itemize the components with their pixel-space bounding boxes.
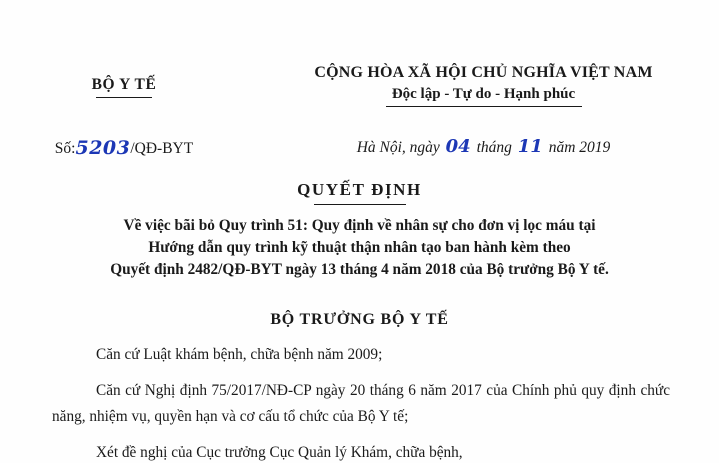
motto-underline	[386, 106, 582, 107]
document-number-suffix: /QĐ-BYT	[130, 140, 194, 157]
subject-line-1: Về việc bãi bỏ Quy trình 51: Quy định về nhân sự cho đơn vị lọc máu tại	[123, 217, 596, 234]
document-body	[52, 342, 670, 466]
document-subject	[52, 215, 667, 281]
document-number-handwritten: 5203	[75, 137, 131, 159]
document-type-title-block	[0, 180, 719, 205]
national-name: CỘNG HÒA XÃ HỘI CHỦ NGHĨA VIỆT NAM	[314, 64, 653, 81]
document-header	[0, 64, 719, 107]
date-month-handwritten: 11	[517, 136, 543, 157]
title-underline	[314, 204, 406, 205]
organization-underline	[96, 97, 152, 98]
date-day-handwritten: 04	[445, 136, 471, 157]
issuer-title: BỘ TRƯỞNG BỘ Y TẾ	[270, 311, 449, 328]
document-number-block	[0, 136, 248, 158]
organization-name: BỘ Y TẾ	[91, 76, 157, 93]
body-paragraph: Căn cứ Nghị định 75/2017/NĐ-CP ngày 20 tháng 6 năm 2017 của Chính phủ quy định chức năng, nhiệm vụ, quyền hạn và cơ cấu tổ chức của Bộ Y tế;	[52, 382, 670, 425]
date-year-word: năm	[548, 139, 576, 156]
subject-line-3: Quyết định 2482/QĐ-BYT ngày 13 tháng 4 năm 2018 của Bộ trưởng Bộ Y tế.	[110, 261, 609, 278]
national-heading-block	[248, 64, 719, 107]
subject-line-2: Hướng dẫn quy trình kỹ thuật thận nhân tạo ban hành kèm theo	[148, 239, 571, 256]
document-type-title: QUYẾT ĐỊNH	[297, 180, 422, 199]
issuing-organization-block	[0, 64, 248, 107]
national-motto: Độc lập - Tự do - Hạnh phúc	[391, 86, 576, 102]
date-month-word: tháng	[476, 139, 512, 156]
date-year: 2019	[579, 139, 611, 156]
place-and-date-block	[248, 136, 719, 158]
body-paragraph: Xét đề nghị của Cục trưởng Cục Quản lý Khám, chữa bệnh,	[96, 444, 463, 461]
body-paragraph: Căn cứ Luật khám bệnh, chữa bệnh năm 2009;	[96, 346, 383, 363]
document-number-label: Số:	[54, 140, 76, 157]
place-date-prefix: Hà Nội, ngày	[356, 139, 440, 156]
number-and-date-row	[0, 136, 719, 158]
